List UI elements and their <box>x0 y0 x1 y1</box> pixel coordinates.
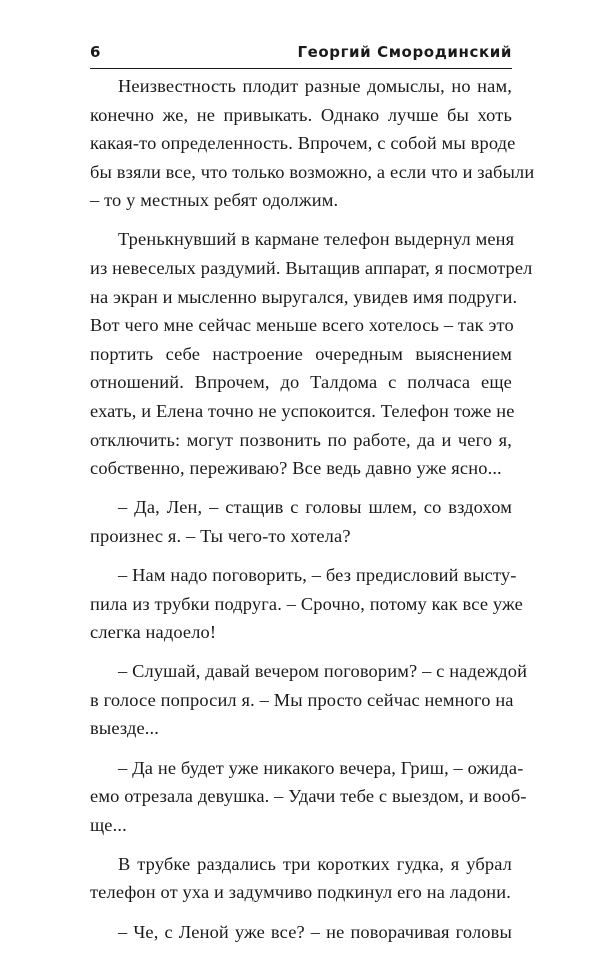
text-line: в голосе попросил я. – Мы просто сейчас немного на <box>90 689 514 710</box>
paragraph <box>90 225 533 482</box>
text-line: отключить: могут позвонить по работе, да и чего я, <box>90 429 512 450</box>
paragraph <box>90 918 512 947</box>
text-line: портить себе настроение очередным выяснением <box>90 343 512 364</box>
page-number: 6 <box>90 43 101 61</box>
body-text <box>90 72 535 957</box>
paragraph <box>90 657 528 743</box>
text-line: – Нам надо поговорить, – без предисловий высту- <box>118 565 517 585</box>
text-line: бы взяли все, что только возможно, а если что и забыли <box>90 161 535 182</box>
text-line: собственно, переживаю? Все ведь давно уже ясно... <box>90 458 502 479</box>
running-title: Георгий Смородинский <box>297 43 512 61</box>
text-line: – то у местных ребят одолжим. <box>90 190 339 211</box>
text-line: отношений. Впрочем, до Талдома с полчаса еще <box>90 372 512 393</box>
text-line: пила из трубки подруга. – Срочно, потому как все уже <box>90 593 523 614</box>
text-line: емо отрезала девушка. – Удачи тебе с выездом, и вооб- <box>90 786 527 807</box>
paragraph <box>90 493 512 550</box>
text-line: ехать, и Елена точно не успокоится. Телефон тоже не <box>90 401 515 422</box>
text-line: Вот чего мне сейчас меньше всего хотелось – так это <box>90 315 514 336</box>
paragraph <box>90 72 535 215</box>
text-line: – Да, Лен, – стащив с головы шлем, со вздохом <box>118 497 512 518</box>
text-line: конечно же, не привыкать. Однако лучше бы хоть <box>90 104 512 125</box>
text-line: из невеселых раздумий. Вытащив аппарат, я посмотрел <box>90 258 533 279</box>
text-line: слегка надоело! <box>90 622 217 643</box>
text-line: какая-то определенность. Впрочем, с собой мы вроде <box>90 133 516 154</box>
text-line: – Слушай, давай вечером поговорим? – с надеждой <box>118 661 528 682</box>
paragraph <box>90 850 512 907</box>
text-line: В трубке раздались три коротких гудка, я убрал <box>118 853 512 874</box>
page-header <box>90 40 512 69</box>
text-line: Неизвестность плодит разные домыслы, но нам, <box>118 76 512 96</box>
text-line: телефон от уха и задумчиво подкинул его на ладони. <box>90 882 512 903</box>
paragraph <box>90 561 523 647</box>
text-line: – Да не будет уже никакого вечера, Гриш, – ожида- <box>118 757 524 778</box>
text-line: произнес я. – Ты чего-то хотела? <box>90 525 351 546</box>
text-line: – Че, с Леной уже все? – не поворачивая головы <box>118 921 512 942</box>
text-line: ще... <box>90 814 127 835</box>
text-line: выезде... <box>90 718 160 739</box>
paragraph <box>90 754 527 840</box>
text-line: Тренькнувший в кармане телефон выдернул меня <box>118 229 515 250</box>
text-line: на экран и мысленно выругался, увидев имя подруги. <box>90 286 518 307</box>
